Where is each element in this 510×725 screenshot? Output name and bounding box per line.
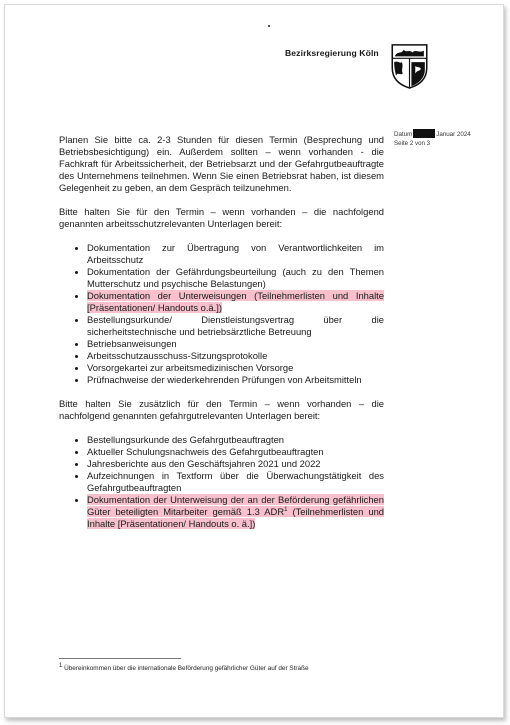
- footnote-reference: 1: [284, 506, 288, 513]
- date-suffix: Januar 2024: [436, 131, 471, 138]
- list-item: Aktueller Schulungsnachweis des Gefahrgutbeauftragten: [73, 446, 384, 458]
- date-line: [394, 129, 471, 139]
- letter-body: [59, 134, 384, 530]
- list-item: Jahresberichte aus den Geschäftsjahren 2021 und 2022: [73, 458, 384, 470]
- authority-name: Bezirksregierung Köln: [285, 48, 379, 58]
- list-item: [73, 290, 384, 314]
- list-item: Arbeitsschutzausschuss-Sitzungsprotokolle: [73, 350, 384, 362]
- highlighted-text: Dokumentation der Unterweisungen (Teilnehmerlisten und Inhalte [Präsentationen/ Handouts o.ä.]): [87, 290, 384, 313]
- document-meta: [394, 129, 471, 148]
- paragraph-dangerous-goods: Bitte halten Sie zusätzlich für den Termin – wenn vorhanden – die nachfolgend genannten gefahrgutrelevanten Unterlagen bereit:: [59, 398, 384, 421]
- list-item: Dokumentation zur Übertragung von Verantwortlichkeiten im Arbeitsschutz: [73, 242, 384, 266]
- footnote-marker: 1: [59, 662, 63, 669]
- redaction-box: [413, 129, 435, 138]
- list-item: Vorsorgekartei zur arbeitsmedizinischen Vorsorge: [73, 362, 384, 374]
- list-item: Bestellungsurkunde des Gefahrgutbeauftragten: [73, 434, 384, 446]
- decorative-dot: [268, 25, 270, 27]
- dangerous-goods-list: [73, 434, 384, 530]
- list-item: Bestellungsurkunde/ Dienstleistungsvertrag über die sicherheitstechnische und betriebsärztliche Betreuung: [73, 314, 384, 338]
- paragraph-safety-docs: Bitte halten Sie für den Termin – wenn vorhanden – die nachfolgend genannten arbeitsschutzrelevanten Unterlagen bereit:: [59, 206, 384, 229]
- list-item: Aufzeichnungen in Textform über die Überwachungstätigkeit des Gefahrgutbeauftragten: [73, 470, 384, 494]
- highlighted-text: [87, 494, 384, 529]
- coat-of-arms-icon: [390, 43, 429, 89]
- list-item: Dokumentation der Gefährdungsbeurteilung (auch zu den Themen Mutterschutz und psychische Belastungen): [73, 266, 384, 290]
- list-item: Betriebsanweisungen: [73, 338, 384, 350]
- safety-docs-list: [73, 242, 384, 386]
- list-item: Prüfnachweise der wiederkehrenden Prüfungen von Arbeitsmitteln: [73, 374, 384, 386]
- footnote-divider: [59, 658, 181, 659]
- highlighted-text-part: (Teilnehmerlisten und Inhalte [Präsentationen/ Handouts o. ä.]): [87, 506, 384, 529]
- list-item: [73, 494, 384, 530]
- paragraph-intro: Planen Sie bitte ca. 2-3 Stunden für diesen Termin (Besprechung und Betriebsbesichtigung) ein. Außerdem sollten – wenn vorhanden - die Fachkraft für Arbeitssicherheit, der Betriebsarzt und der Gefahrgutbeauftragte des Unternehmens teilnehmen. Wenn Sie einen Betriebsrat haben, ist diesem Gelegenheit zu geben, an dem Gespräch teilzunehmen.: [59, 134, 384, 193]
- footnote-text: Übereinkommen über die internationale Beförderung gefährlicher Güter auf der Straße: [62, 665, 309, 672]
- document-page: [4, 4, 504, 718]
- date-label: Datum: [394, 131, 413, 138]
- footnote: [59, 662, 309, 672]
- highlighted-text-part: Dokumentation der Unterweisung der an der Beförderung gefährlichen Güter beteiligten Mitarbeiter gemäß 1.3 ADR: [87, 494, 384, 517]
- page-info: Seite 2 von 3: [394, 140, 431, 147]
